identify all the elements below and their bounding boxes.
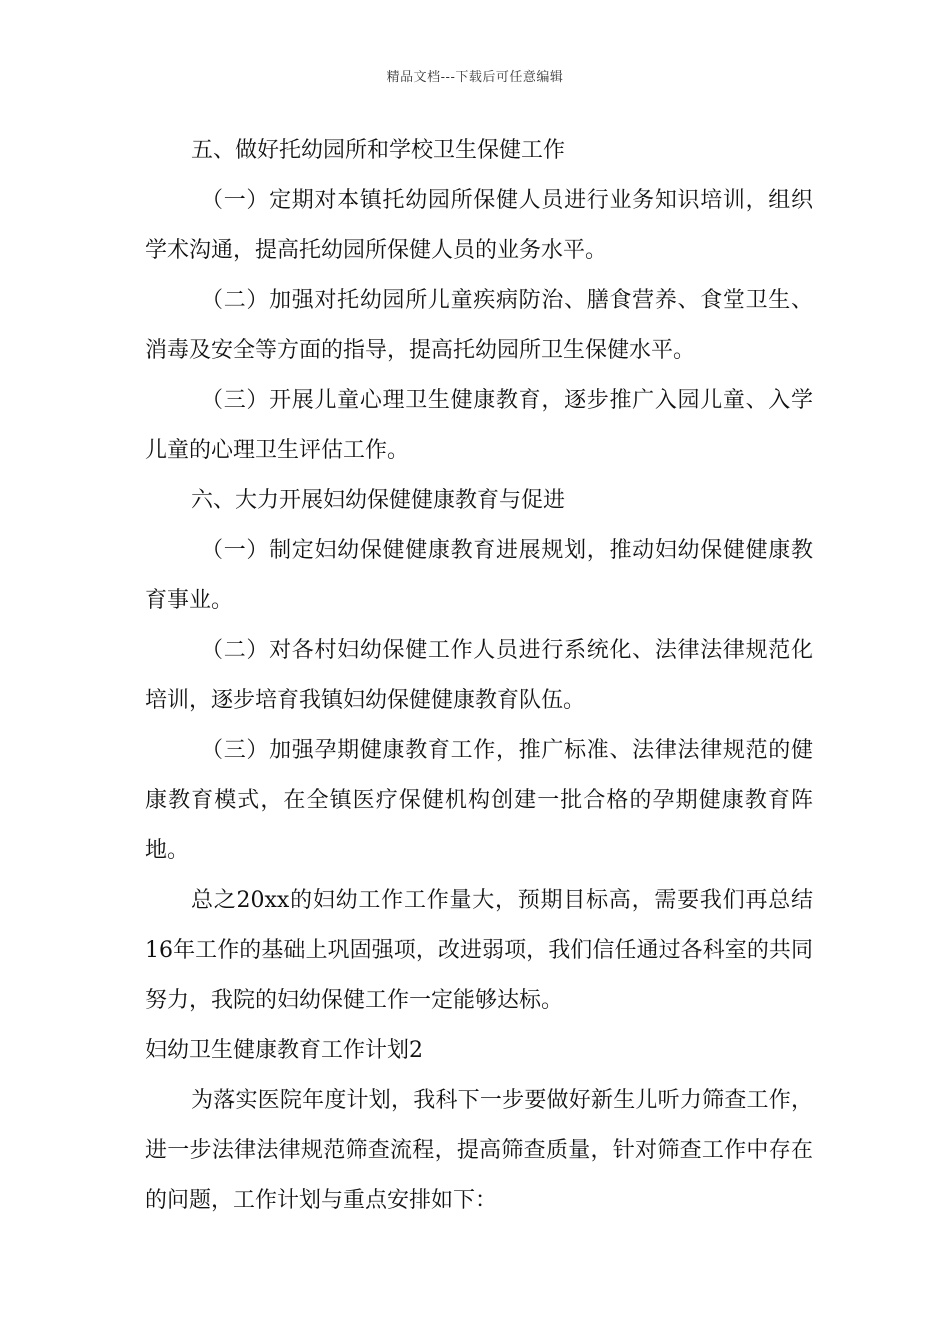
paragraph: 为落实医院年度计划，我科下一步要做好新生儿听力筛查工作，进一步法律法律规范筛查流程，提高筛查质量，针对筛查工作中存在的问题，工作计划与重点安排如下：: [145, 1088, 813, 1213]
document-body: [145, 126, 813, 1226]
document-title-2: 妇幼卫生健康教育工作计划2: [145, 1038, 423, 1063]
paragraph: （三）开展儿童心理卫生健康教育，逐步推广入园儿童、入学儿童的心理卫生评估工作。: [145, 388, 813, 463]
paragraph: （二）对各村妇幼保健工作人员进行系统化、法律法律规范化培训，逐步培育我镇妇幼保健健康教育队伍。: [145, 638, 813, 713]
paragraph: （二）加强对托幼园所儿童疾病防治、膳食营养、食堂卫生、消毒及安全等方面的指导，提高托幼园所卫生保健水平。: [145, 288, 813, 363]
section-heading-6: 六、大力开展妇幼保健健康教育与促进: [191, 488, 566, 513]
page-header: 精品文档---下载后可任意编辑: [386, 70, 564, 85]
summary-paragraph: 总之20xx的妇幼工作工作量大，预期目标高，需要我们再总结16年工作的基础上巩固强项，改进弱项，我们信任通过各科室的共同努力，我院的妇幼保健工作一定能够达标。: [145, 888, 813, 1013]
paragraph: （三）加强孕期健康教育工作，推广标准、法律法律规范的健康教育模式，在全镇医疗保健机构创建一批合格的孕期健康教育阵地。: [145, 738, 813, 863]
section-heading-5: 五、做好托幼园所和学校卫生保健工作: [191, 138, 566, 163]
paragraph: （一）定期对本镇托幼园所保健人员进行业务知识培训，组织学术沟通，提高托幼园所保健人员的业务水平。: [145, 188, 813, 263]
paragraph: （一）制定妇幼保健健康教育进展规划，推动妇幼保健健康教育事业。: [145, 538, 813, 613]
